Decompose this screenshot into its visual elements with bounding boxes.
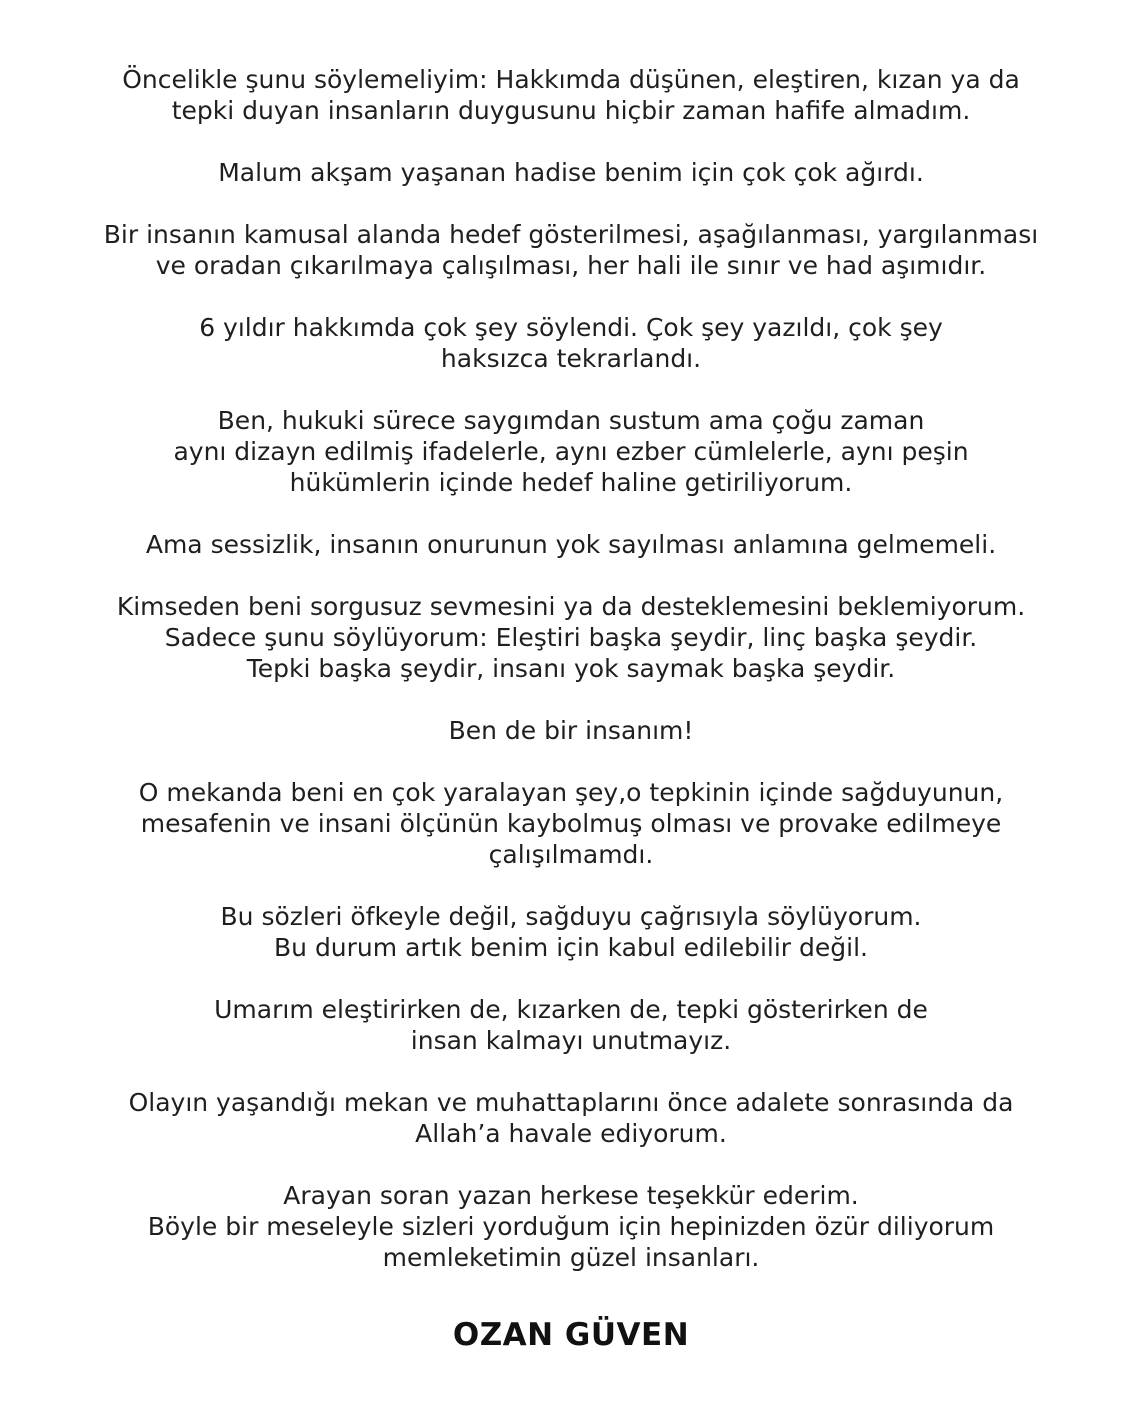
statement-paragraph	[0, 1087, 1142, 1149]
paragraph-line: Umarım eleştirirken de, kızarken de, tepki gösterirken de	[214, 995, 928, 1024]
statement-paragraph	[0, 1180, 1142, 1273]
paragraph-line: memleketimin güzel insanları.	[382, 1243, 760, 1272]
statement-paragraph	[0, 312, 1142, 374]
paragraph-line: mesafenin ve insani ölçünün kaybolmuş olması ve provake edilmeye	[140, 809, 1002, 838]
paragraph-line: O mekanda beni en çok yaralayan şey,o tepkinin içinde sağduyunun,	[138, 778, 1004, 807]
paragraph-line: Öncelikle şunu söylemeliyim: Hakkımda düşünen, eleştiren, kızan ya da	[122, 65, 1020, 94]
statement-paragraph	[0, 405, 1142, 498]
paragraph-line: Allah’a havale ediyorum.	[415, 1119, 727, 1148]
paragraph-line: Ben, hukuki sürece saygımdan sustum ama çoğu zaman	[217, 406, 925, 435]
paragraph-line: Bir insanın kamusal alanda hedef gösterilmesi, aşağılanması, yargılanması	[103, 220, 1039, 249]
statement-paragraph	[0, 529, 1142, 560]
statement-paragraph	[0, 219, 1142, 281]
paragraph-line: Böyle bir meseleyle sizleri yorduğum için hepinizden özür diliyorum	[147, 1212, 995, 1241]
statement-paragraph	[0, 901, 1142, 963]
statement-paragraph	[0, 994, 1142, 1056]
paragraph-line: haksızca tekrarlandı.	[440, 344, 702, 373]
paragraph-line: çalışılmamdı.	[488, 840, 654, 869]
paragraph-line: Arayan soran yazan herkese teşekkür ederim.	[283, 1181, 859, 1210]
paragraph-line: tepki duyan insanların duygusunu hiçbir zaman hafife almadım.	[171, 96, 971, 125]
paragraph-line: Bu durum artık benim için kabul edilebilir değil.	[274, 933, 868, 962]
statement-body	[0, 64, 1142, 1273]
statement-paragraph	[0, 64, 1142, 126]
paragraph-line: Sadece şunu söylüyorum: Eleştiri başka şeydir, linç başka şeydir.	[164, 623, 978, 652]
paragraph-line: Kimseden beni sorgusuz sevmesini ya da desteklemesini beklemiyorum.	[116, 592, 1026, 621]
paragraph-line: aynı dizayn edilmiş ifadelerle, aynı ezber cümlelerle, aynı peşin	[173, 437, 969, 466]
paragraph-line: insan kalmayı unutmayız.	[410, 1026, 732, 1055]
statement-paragraph	[0, 715, 1142, 746]
paragraph-line: Ben de bir insanım!	[448, 716, 694, 745]
paragraph-line: Bu sözleri öfkeyle değil, sağduyu çağrısıyla söylüyorum.	[220, 902, 922, 931]
paragraph-line: Tepki başka şeydir, insanı yok saymak başka şeydir.	[246, 654, 896, 683]
paragraph-line: hükümlerin içinde hedef haline getiriliyorum.	[289, 468, 853, 497]
paragraph-line: 6 yıldır hakkımda çok şey söylendi. Çok şey yazıldı, çok şey	[199, 313, 943, 342]
statement-paragraph	[0, 591, 1142, 684]
signature: OZAN GÜVEN	[452, 1317, 690, 1353]
statement-paragraph	[0, 777, 1142, 870]
statement-paragraph	[0, 157, 1142, 188]
paragraph-line: Ama sessizlik, insanın onurunun yok sayılması anlamına gelmemeli.	[145, 530, 997, 559]
paragraph-line: ve oradan çıkarılmaya çalışılması, her hali ile sınır ve had aşımıdır.	[155, 251, 987, 280]
paragraph-line: Malum akşam yaşanan hadise benim için çok çok ağırdı.	[218, 158, 924, 187]
paragraph-line: Olayın yaşandığı mekan ve muhattaplarını önce adalete sonrasında da	[128, 1088, 1014, 1117]
